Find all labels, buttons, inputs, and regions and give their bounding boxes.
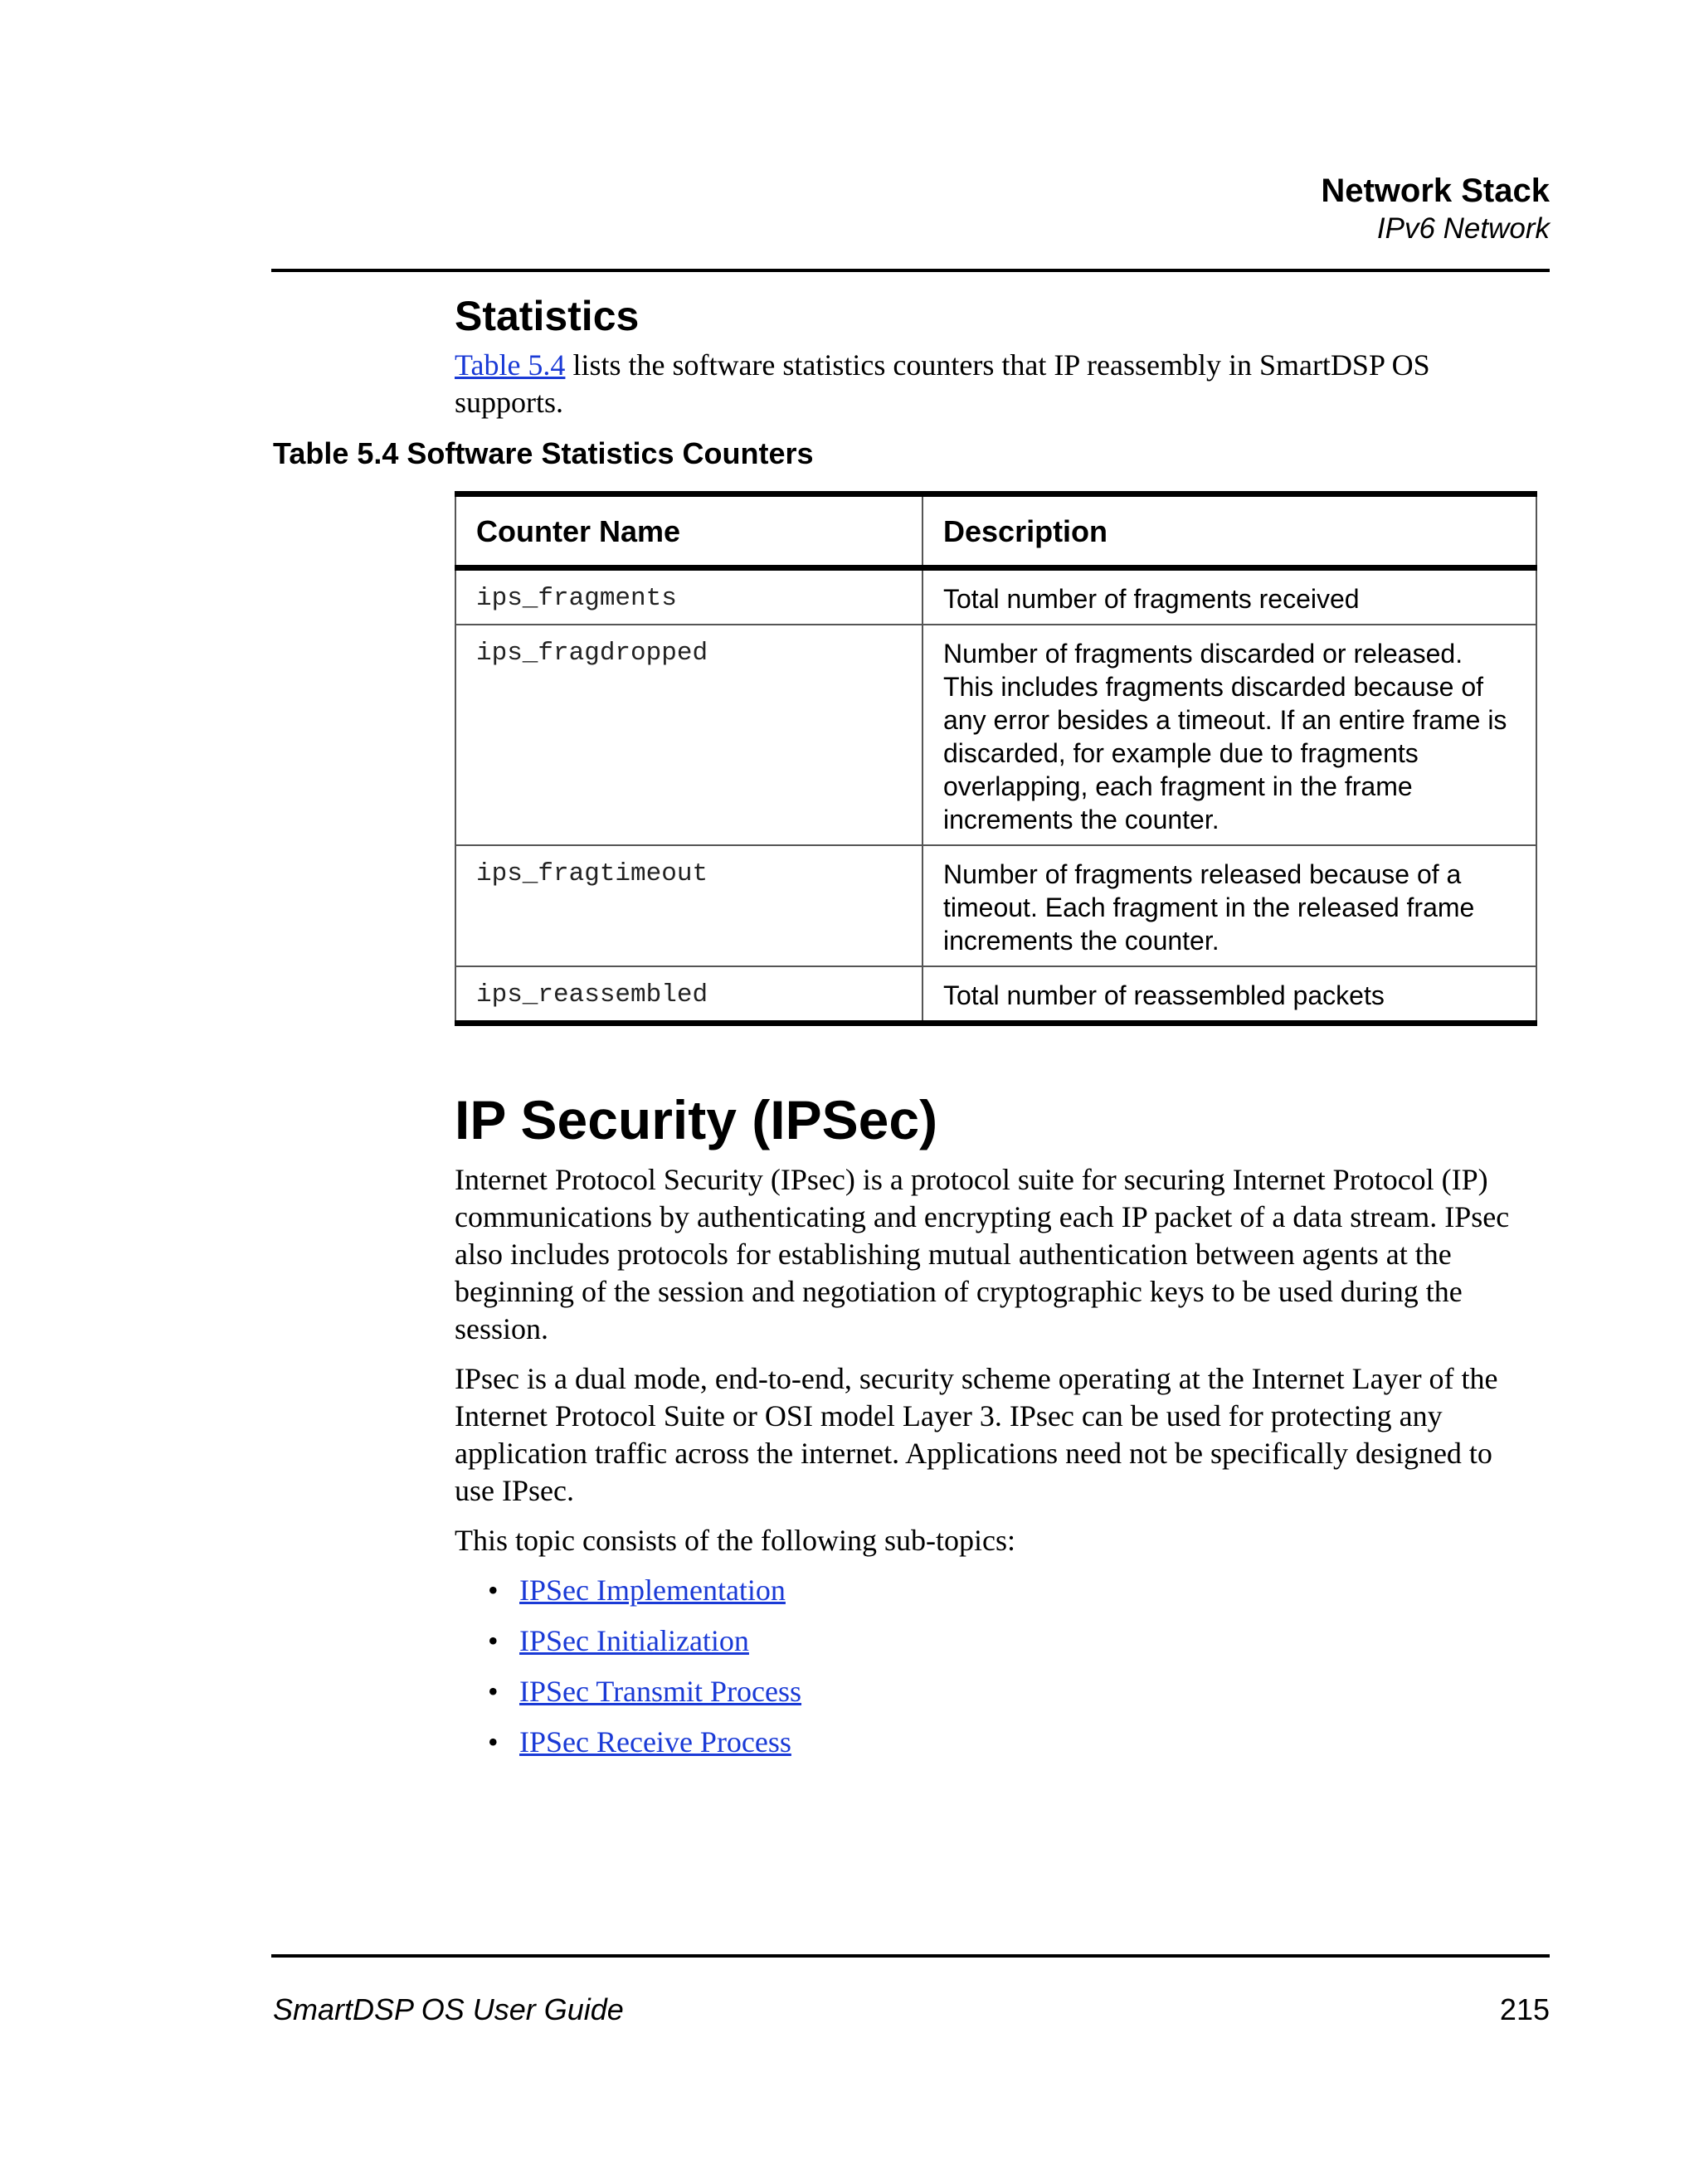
- ipsec-paragraph: Internet Protocol Security (IPsec) is a protocol suite for securing Internet Protocol (IP) communications by authenticating and encrypting each IP packet of a data stream. IPsec also includes protocols for establishing mutual authentication between agents at the beginning of the session and negotiation of cryptographic keys to be used during the session.: [455, 1163, 1510, 1345]
- counter-name-cell: ips_reassembled: [455, 966, 923, 1024]
- footer-document-title: SmartDSP OS User Guide: [273, 1992, 624, 2026]
- bullet-icon: •: [488, 1675, 499, 1708]
- ipsec-paragraph: IPsec is a dual mode, end-to-end, security scheme operating at the Internet Layer of the Internet Protocol Suite or OSI model Layer 3. IPsec can be used for protecting any application traffic across the internet. Applications need not be specifically designed to use IPsec.: [455, 1362, 1498, 1507]
- ipsec-section: [455, 1087, 1537, 1774]
- software-statistics-table: [455, 491, 1537, 1026]
- table-row: [455, 625, 1536, 845]
- description-cell: Number of fragments discarded or released. This includes fragments discarded because of any error besides a timeout. If an entire frame is discarded, for example due to fragments overlapping, each fragment in the frame increments the counter.: [923, 625, 1536, 845]
- ipsec-subtopics-intro: This topic consists of the following sub-topics:: [455, 1524, 1015, 1557]
- table-5-4-link[interactable]: Table 5.4: [455, 348, 566, 382]
- subtopic-link-transmit-process[interactable]: IPSec Transmit Process: [519, 1675, 802, 1708]
- description-cell: Number of fragments released because of a timeout. Each fragment in the released frame increments the counter.: [923, 845, 1536, 966]
- description-cell: Total number of reassembled packets: [923, 966, 1536, 1024]
- list-item: [488, 1572, 1537, 1609]
- table-caption: Table 5.4 Software Statistics Counters: [273, 436, 814, 470]
- bullet-icon: •: [488, 1725, 499, 1758]
- running-header: [1321, 171, 1550, 247]
- ipsec-heading: IP Security (IPSec): [455, 1089, 938, 1150]
- list-item: [488, 1673, 1537, 1710]
- list-item: [488, 1724, 1537, 1761]
- statistics-section: [455, 290, 1537, 434]
- column-header-counter-name: Counter Name: [455, 494, 923, 568]
- header-subtitle: IPv6 Network: [1376, 212, 1550, 245]
- statistics-heading: Statistics: [455, 293, 640, 339]
- column-header-description: Description: [923, 494, 1536, 568]
- counter-name-cell: ips_fragtimeout: [455, 845, 923, 966]
- statistics-intro: [455, 347, 1537, 421]
- description-cell: Total number of fragments received: [923, 568, 1536, 625]
- subtopics-list: [455, 1572, 1537, 1761]
- list-item: [488, 1622, 1537, 1660]
- header-rule: [271, 269, 1550, 272]
- subtopic-link-implementation[interactable]: IPSec Implementation: [519, 1574, 786, 1607]
- counter-name-cell: ips_fragdropped: [455, 625, 923, 845]
- bullet-icon: •: [488, 1624, 499, 1657]
- footer-rule: [271, 1954, 1550, 1958]
- table-row: [455, 845, 1536, 966]
- subtopic-link-receive-process[interactable]: IPSec Receive Process: [519, 1725, 791, 1758]
- table-row: [455, 568, 1536, 625]
- bullet-icon: •: [488, 1574, 499, 1607]
- page-number: 215: [1499, 1992, 1550, 2026]
- counter-name-cell: ips_fragments: [455, 568, 923, 625]
- table-header-row: [455, 494, 1536, 568]
- header-title: Network Stack: [1321, 173, 1550, 209]
- statistics-intro-text: lists the software statistics counters that IP reassembly in SmartDSP OS supports.: [455, 348, 1430, 419]
- subtopic-link-initialization[interactable]: IPSec Initialization: [519, 1624, 749, 1657]
- table-row: [455, 966, 1536, 1024]
